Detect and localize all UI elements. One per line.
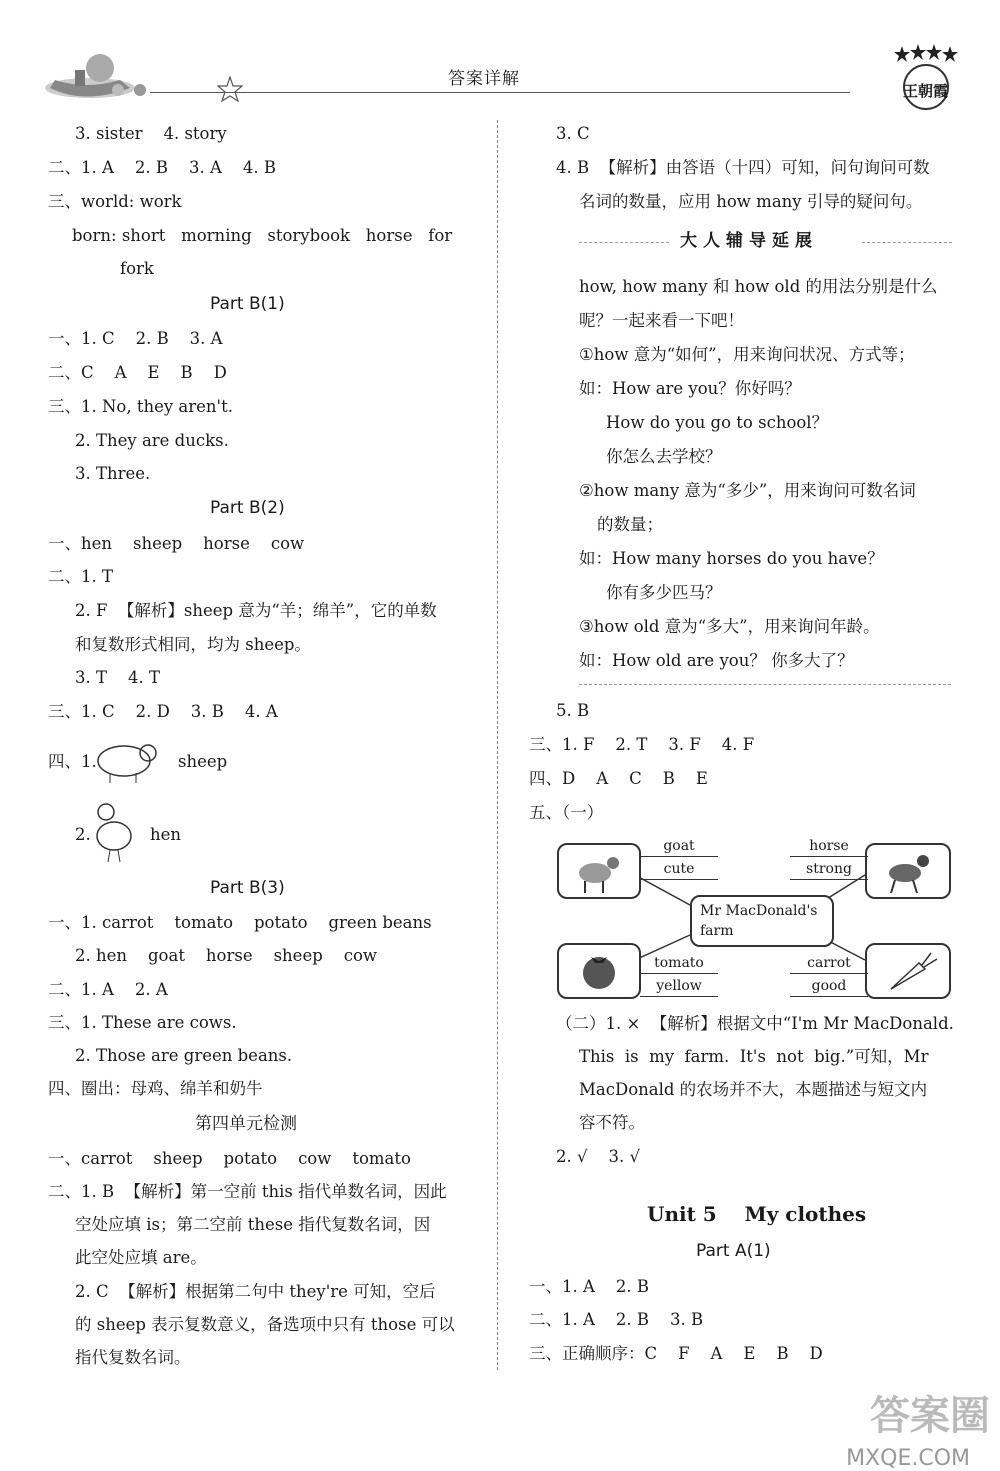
text-line: 3. sister 4. story xyxy=(75,124,227,143)
text-line: 三、1. No, they aren't. xyxy=(48,397,233,416)
text-line: sheep xyxy=(178,752,228,771)
sheep-icon xyxy=(92,735,162,785)
goat-box xyxy=(557,843,641,899)
text-line: 四、1. xyxy=(48,752,97,771)
text-line: 你有多少匹马？ xyxy=(606,583,722,602)
horse-label: horse xyxy=(809,838,849,854)
text-line: 的 sheep 表示复数意义，备选项中只有 those 可以 xyxy=(75,1315,455,1334)
text-line: 空处应填 is；第二空前 these 指代复数名词，因 xyxy=(75,1215,431,1234)
column-divider xyxy=(497,120,498,1370)
text-line: MacDonald 的农场并不大，本题描述与短文内 xyxy=(579,1080,928,1099)
text-line: 四、圈出：母鸡、绵羊和奶牛 xyxy=(48,1079,263,1098)
text-line: ③how old 意为“多大”，用来询问年龄。 xyxy=(579,617,880,636)
carrot-underline xyxy=(790,973,868,974)
goat-label: goat xyxy=(663,838,695,854)
text-line: ②how many 意为“多少”，用来询问可数名词 xyxy=(579,481,916,500)
extension-end-rule xyxy=(579,684,951,685)
text-line: 如：How are you？你好吗？ xyxy=(579,379,801,398)
text-line: 4. B 【解析】由答语（十四）可知，问句询问可数 xyxy=(556,158,930,177)
horse-icon xyxy=(867,845,949,897)
farm-center-line1: Mr MacDonald's xyxy=(700,903,818,919)
text-line: 如：How many horses do you have？ xyxy=(579,549,884,568)
text-line: 的数量； xyxy=(597,515,663,534)
tomato-box xyxy=(557,943,641,999)
text-line: 二、1. B 【解析】第一空前 this 指代单数名词，因此 xyxy=(48,1182,447,1201)
text-line: 名词的数量，应用 how many 引导的疑问句。 xyxy=(579,192,923,211)
carrot-box xyxy=(865,943,951,999)
goat-attr-underline xyxy=(640,879,718,880)
goat-attribute: cute xyxy=(663,861,695,877)
text-line: 五、（一） xyxy=(529,803,604,822)
horse-attribute: strong xyxy=(806,861,852,877)
header-title: 答案详解 xyxy=(448,69,520,89)
watermark-url: MXQE.COM xyxy=(846,1446,970,1471)
text-line: 三、正确顺序：C F A E B D xyxy=(529,1344,823,1363)
carrot-icon xyxy=(867,945,949,997)
section-title: Part A(1) xyxy=(696,1241,771,1261)
text-line: This is my farm. It's not big.”可知，Mr xyxy=(579,1047,929,1066)
farm-center-line2: farm xyxy=(700,923,734,939)
carrot-attr-underline xyxy=(790,996,868,997)
hen-icon xyxy=(92,800,137,865)
farm-center-box xyxy=(690,895,834,947)
text-line: 3. Three. xyxy=(75,464,151,483)
text-line: 二、1. A 2. A xyxy=(48,980,168,999)
extension-rule-left xyxy=(579,242,669,243)
text-line: 2. √ 3. √ xyxy=(556,1147,640,1166)
text-line: 2. hen goat horse sheep cow xyxy=(75,946,378,965)
extension-rule-right xyxy=(862,242,952,243)
tomato-underline xyxy=(640,973,718,974)
text-line: 一、carrot sheep potato cow tomato xyxy=(48,1149,411,1168)
text-line: 一、1. carrot tomato potato green beans xyxy=(48,913,432,932)
text-line: 三、1. F 2. T 3. F 4. F xyxy=(529,735,755,754)
text-line: 2. Those are green beans. xyxy=(75,1046,293,1065)
text-line: 此空处应填 are。 xyxy=(75,1248,207,1267)
unit-title: Unit 5 My clothes xyxy=(647,1202,867,1226)
text-line: hen xyxy=(150,825,182,844)
text-line: （二）1. × 【解析】根据文中“I'm Mr MacDonald. xyxy=(556,1014,954,1033)
tomato-attr-underline xyxy=(640,996,718,997)
text-line: 二、1. A 2. B 3. A 4. B xyxy=(48,158,276,177)
brand-logo-icon xyxy=(880,42,970,112)
text-line: 指代复数名词。 xyxy=(75,1348,191,1367)
text-line: 2. They are ducks. xyxy=(75,431,229,450)
tomato-icon xyxy=(559,945,639,997)
section-title: Part B(3) xyxy=(210,878,285,898)
text-line: 三、world: work xyxy=(48,192,182,211)
text-line: 2. F 【解析】sheep 意为“羊；绵羊”，它的单数 xyxy=(75,601,437,620)
text-line: ①how 意为“如何”，用来询问状况、方式等； xyxy=(579,345,915,364)
text-line: fork xyxy=(120,259,154,278)
text-line: 二、1. T xyxy=(48,567,113,586)
text-line: 三、1. C 2. D 3. B 4. A xyxy=(48,702,278,721)
extension-title: 大人辅导延展 xyxy=(680,231,818,251)
header-rule xyxy=(150,92,850,93)
section-title: Part B(1) xyxy=(210,294,285,314)
page-header xyxy=(0,0,1000,110)
text-line: 3. C xyxy=(556,124,590,143)
text-line: 三、1. These are cows. xyxy=(48,1013,237,1032)
star-icon xyxy=(217,76,243,102)
text-line: 一、1. C 2. B 3. A xyxy=(48,329,223,348)
text-line: born: short morning storybook horse for xyxy=(72,226,453,245)
goat-underline xyxy=(640,856,718,857)
section-title: Part B(2) xyxy=(210,498,285,518)
watermark-logo: 答案圈 xyxy=(870,1393,990,1439)
text-line: 如：How old are you？ 你多大了？ xyxy=(579,651,854,670)
text-line: how, how many 和 how old 的用法分别是什么 xyxy=(579,277,938,296)
goat-icon xyxy=(559,845,639,897)
text-line: 一、1. A 2. B xyxy=(529,1277,649,1296)
text-line: 一、hen sheep horse cow xyxy=(48,534,305,553)
text-line: 3. T 4. T xyxy=(75,668,160,687)
text-line: How do you go to school？ xyxy=(606,413,829,432)
text-line: 二、C A E B D xyxy=(48,363,227,382)
carrot-attribute: good xyxy=(811,978,847,994)
text-line: 呢？一起来看一下吧！ xyxy=(579,311,744,330)
text-line: 2. C 【解析】根据第二句中 they're 可知，空后 xyxy=(75,1282,436,1301)
text-line: 二、1. A 2. B 3. B xyxy=(529,1310,704,1329)
text-line: 5. B xyxy=(556,701,590,720)
text-line: 你怎么去学校？ xyxy=(606,447,722,466)
horse-underline xyxy=(790,856,868,857)
text-line: 四、D A C B E xyxy=(529,769,708,788)
text-line: 和复数形式相同，均为 sheep。 xyxy=(75,635,311,654)
tomato-attribute: yellow xyxy=(656,978,702,994)
horse-attr-underline xyxy=(790,879,868,880)
brand-logo-text: 王朝霞 xyxy=(903,82,949,100)
carrot-label: carrot xyxy=(807,955,851,971)
horse-box xyxy=(865,843,951,899)
dots-decoration-icon xyxy=(108,80,158,100)
text-line: 容不符。 xyxy=(579,1113,645,1132)
section-title: 第四单元检测 xyxy=(195,1114,297,1134)
tomato-label: tomato xyxy=(654,955,704,971)
text-line: 2. xyxy=(75,825,91,844)
